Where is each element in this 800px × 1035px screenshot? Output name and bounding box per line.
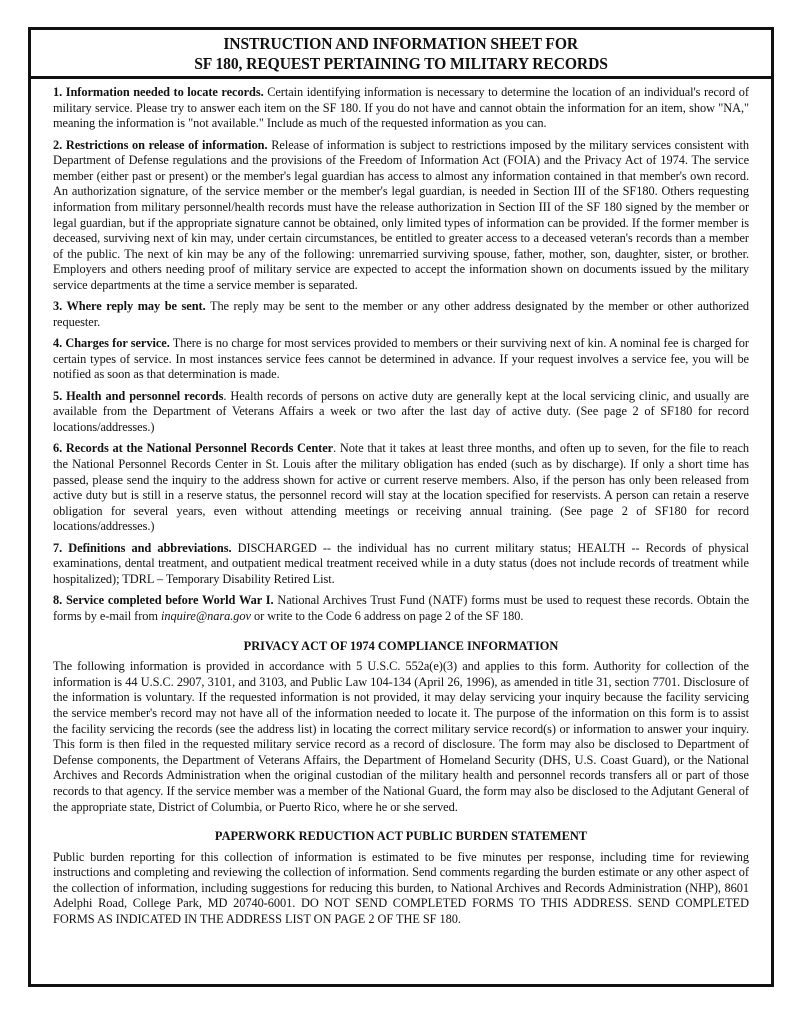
item-body: . Health records of persons on active duty are generally kept at the local servicing clinic, and usually are available from the Department of Veterans Affairs a week or two after the last day of active duty. (See page 2 of SF180 for record locations/addresses.) xyxy=(53,388,749,435)
item-restrictions-on-release xyxy=(53,138,749,294)
item-body: The reply may be sent to the member or any other address designated by the member or other authorized requester. xyxy=(53,299,750,329)
item-where-reply-sent xyxy=(53,299,749,330)
item-body: . Note that it takes at least three months, and often up to seven, for the file to reach the National Personnel Records Center in St. Louis after the military obligation has ended (such as by discharge). If only a short time has passed, please send the inquiry to the address shown for active or current reserve members. Also, if the person has only been released from active duty but is still in a reserve status, the personnel record will stay at the location specified for reservists. A person can retain a reserve obligation for several years, even without attending meetings or receiving annual training. (See page 2 of SF180 for record locations/addresses.) xyxy=(53,441,749,534)
item-body: There is no charge for most services provided to members or their surviving next of kin. A nominal fee is charged for certain types of service. In most instances service fees cannot be determined in advance. If your request involves a service fee, you will be notified as soon as that determination is made. xyxy=(53,336,749,382)
page-title-line-2: SF 180, REQUEST PERTAINING TO MILITARY RECORDS xyxy=(194,53,608,73)
item-body: DISCHARGED -- the individual has no current military status; HEALTH -- Records of physical examinations, dental treatment, and outpatient medical treatment received while in a duty status (does not include records of treatment while hospitalized); TDRL – Temporary Disability Retired List. xyxy=(53,540,749,586)
item-heading: 8. Service completed before World War I. xyxy=(53,593,274,608)
item-body: or write to the Code 6 address on page 2 of the SF 180. xyxy=(250,608,524,623)
item-heading: 1. Information needed to locate records. xyxy=(53,85,264,99)
title-box xyxy=(31,30,771,79)
paperwork-act-heading: PAPERWORK REDUCTION ACT PUBLIC BURDEN STATEMENT xyxy=(214,829,588,844)
privacy-act-heading: PRIVACY ACT OF 1974 COMPLIANCE INFORMATION xyxy=(243,638,559,653)
item-definitions-abbreviations xyxy=(53,541,749,588)
item-heading: 3. Where reply may be sent. xyxy=(53,299,206,314)
item-information-needed xyxy=(53,85,749,132)
email-link[interactable]: inquire@nara.gov xyxy=(160,608,251,623)
item-heading: 2. Restrictions on release of information. xyxy=(53,137,268,152)
privacy-act-body: The following information is provided in accordance with 5 U.S.C. 552a(e)(3) and applies to this form. Authority for collection of the information is 44 U.S.C. 2907, 3101, and 3103, and Public Law 104-134 (April 26, 1996), as amended in title 31, section 7701. Disclosure of the information is voluntary. If the requested information is not provided, it may delay servicing your inquiry because the facility servicing the service member's record may not have all of the information needed to locate it. The purpose of the information on this form is to assist the facility servicing the records (see the address list) in locating the correct military service record(s) or information to answer your inquiry. This form is then filed in the requested military service record as a record of disclosure. The form may also be disclosed to Department of Defense components, the Department of Veterans Affairs, the Department of Homeland Security (DHS, U.S. Coast Guard), or the National Archives and Records Administration when the original custodian of the military health and personnel records transfers all or part of those records to that agency. If the service member was a member of the National Guard, the form may also be disclosed to the Adjutant General of the appropriate state, District of Columbia, or Puerto Rico, where he or she served. xyxy=(53,659,749,814)
item-records-at-nprc xyxy=(53,441,749,535)
item-service-before-wwi xyxy=(53,593,749,624)
item-body: National Archives Trust Fund (NATF) forms must be used to request these records. Obtain the forms by e-mail from xyxy=(53,593,749,623)
paperwork-act-body: Public burden reporting for this collection of information is estimated to be five minutes per response, including time for reviewing instructions and completing and reviewing the collection of information. Send comments regarding the burden estimate or any other aspect of the collection of information, including suggestions for reducing this burden, to National Archives and Records Administration (NHP), 8601 Adelphi Road, College Park, MD 20740-6001. DO NOT SEND COMPLETED FORMS TO THIS ADDRESS. SEND COMPLETED FORMS AS INDICATED IN THE ADDRESS LIST ON PAGE 2 OF THE SF 180. xyxy=(53,849,749,927)
instruction-sheet xyxy=(28,27,774,987)
page-title-line-1: INSTRUCTION AND INFORMATION SHEET FOR xyxy=(223,34,579,53)
item-health-personnel-records xyxy=(53,389,749,436)
item-body: Release of information is subject to restrictions imposed by the military services consistent with Department of Defense regulations and the provisions of the Freedom of Information Act (FOIA) and the Privacy Act of 1974. The service member (either past or present) or the member's legal guardian has access to almost any information contained in that member's own record. An authorization signature, of the service member or the member's legal guardian, is needed in Section III of the SF180. Others requesting information from military personnel/health records must have the release authorization in Section III of the SF 180 signed by the member or legal guardian, but if the appropriate signature cannot be obtained, only limited types of information can be provided. If the former member is deceased, surviving next of kin may, under certain circumstances, be entitled to greater access to a deceased veteran's records than a member of the public. The next of kin may be any of the following: unremarried surviving spouse, father, mother, son, daughter, sister, or brother. Employers and others needing proof of military service are expected to accept the information shown on documents issued by the military service departments at the time a service member is separated. xyxy=(53,137,749,292)
item-body: Certain identifying information is necessary to determine the location of an individual's record of military service. Please try to answer each item on the SF 180. If you do not have and cannot obtain the information for an item, show "NA," meaning the information is "not available." Include as much of the requested information as you can. xyxy=(53,85,749,131)
item-heading: 5. Health and personnel records xyxy=(53,388,224,403)
item-heading: 4. Charges for service. xyxy=(53,336,170,351)
item-charges-for-service xyxy=(53,336,749,383)
item-heading: 6. Records at the National Personnel Records Center xyxy=(53,441,334,456)
item-heading: 7. Definitions and abbreviations. xyxy=(53,540,232,555)
instructions-content xyxy=(31,79,771,928)
